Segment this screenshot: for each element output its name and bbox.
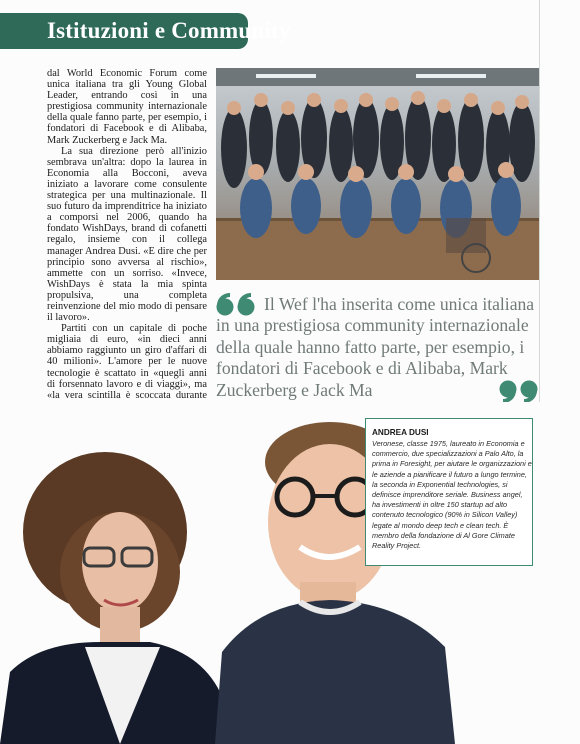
bio-name: ANDREA DUSI [372, 428, 429, 437]
close-quote-icon [496, 378, 538, 404]
bio-text: Veronese, classe 1975, laureato in Economia e commercio, due specializzazioni a Palo Alto, la prima in Foresight, per aiutare le organizzazioni e le aziende a pianificare il futuro a lungo termine, la seconda in Exponential technologies, si definisce imprenditore seriale. Business angel, ha investimenti in oltre 150 startup ad alto contenuto tecnologico (90% in Silicon Valley) legate al mondo deep tech e clean tech. È membro della fondazione di Al Gore Climate Reality Project. [372, 439, 532, 551]
pull-quote-text: Il Wef l'ha inserita come unica italiana in una prestigiosa community internazionale della quale hanno fatto parte, per esempio, i fondatori di Facebook e di Alibaba, Mark Zuckerberg e Jack Ma [216, 294, 535, 400]
article-paragraph-3: Partiti con un capitale di poche migliaia di euro, «in dieci anni abbiamo raggiunto un giro d'affari di 40 milioni». L'amore per le nuove tecnologie è scattato in «quegli anni di forsennato lavoro e di viaggi», ma «la vera scintilla è scoccata durante [47, 323, 207, 401]
article-paragraph-1: dal World Economic Forum come unica italiana tra gli Young Global Leader, entrando così in una prestigiosa community internazionale della quale fanno parte, per esempio, i fondatori di Facebook e di Alibaba, Mark Zuckerberg e Jack Ma. [47, 68, 207, 146]
section-title: Istituzioni e Community [47, 18, 291, 43]
group-photo [216, 68, 539, 280]
bio-box [365, 418, 533, 566]
pull-quote [216, 292, 538, 404]
article-paragraph-2: La sua direzione però all'inizio sembrava un'altra: dopo la laurea in Economia alla Bocconi, aveva iniziato a lavorare come consulente strategica per una multinazionale. Il suo futuro da imprenditrice ha iniziato a comporsi nel 2006, quando ha fondato WishDays, brand di cofanetti regalo, insieme con il collega manager Andrea Dusi. «E dire che per principio sono avversa al rischio», ammette con un sorriso. «Invece, WishDays è stata la mia spinta propulsiva, una completa reinvenzione del mio modo di pensare il lavoro». [47, 145, 207, 324]
